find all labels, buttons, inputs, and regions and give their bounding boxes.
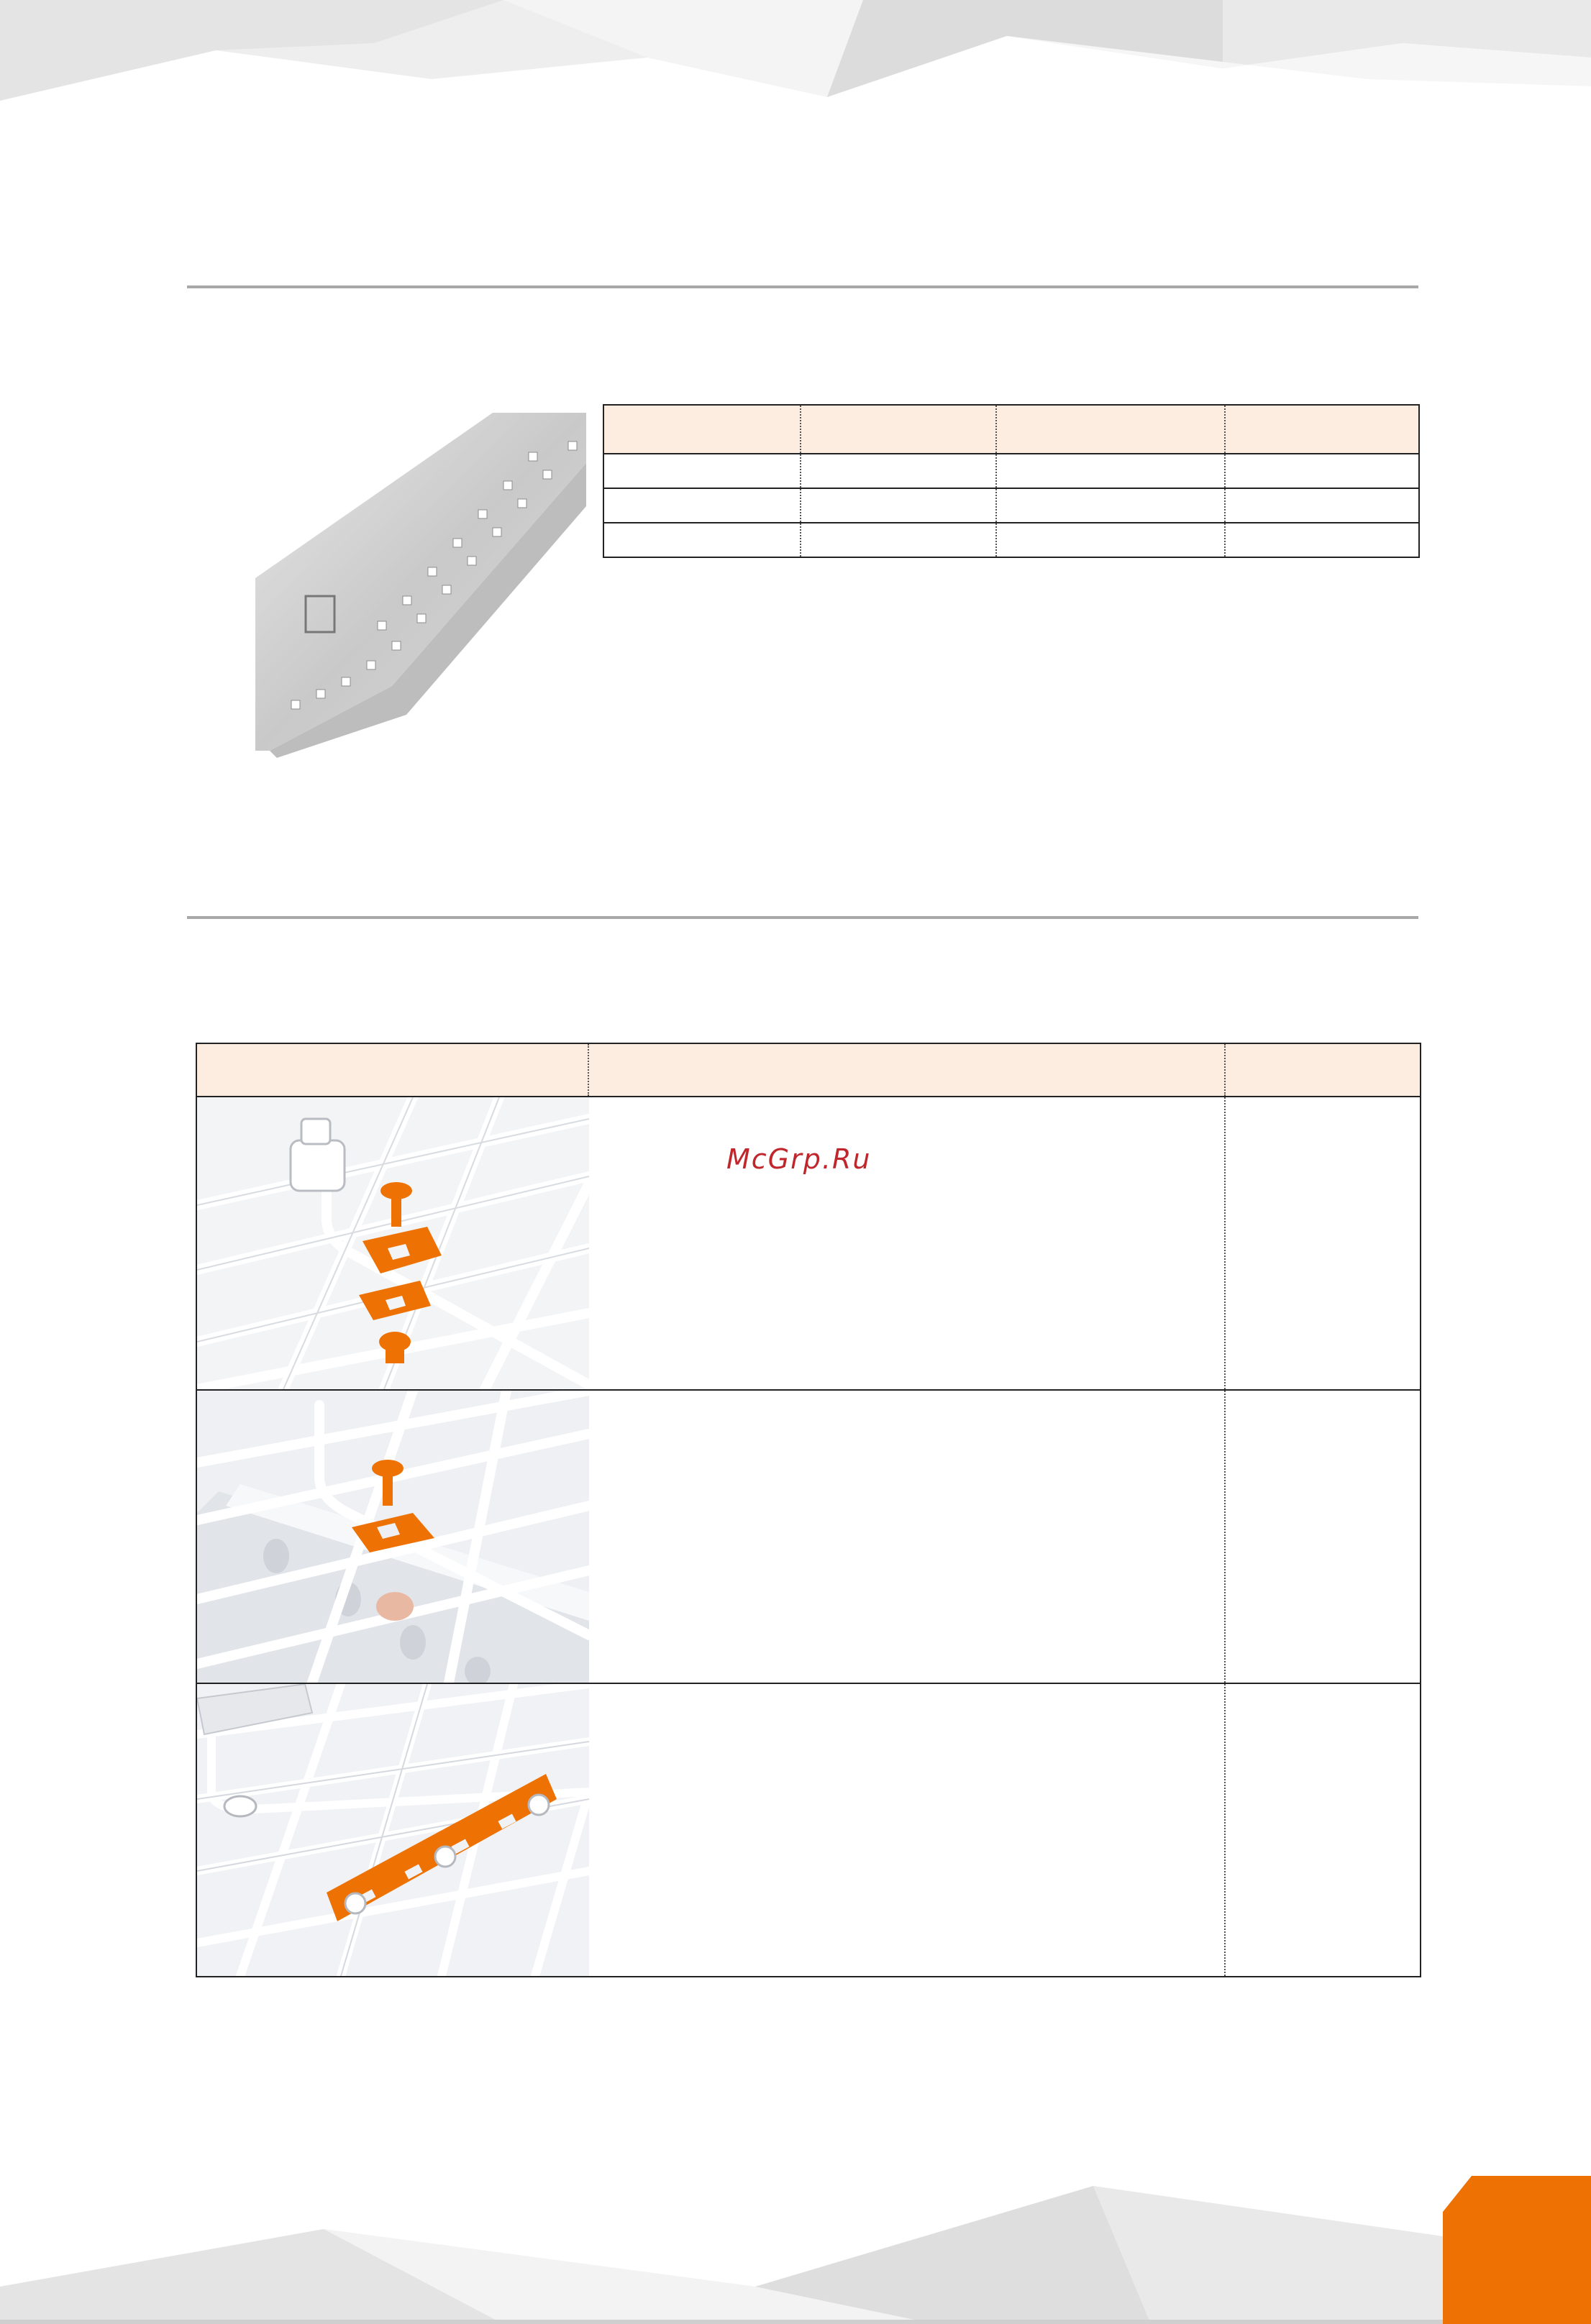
table-row bbox=[196, 1097, 1421, 1390]
table-cell bbox=[1225, 523, 1419, 557]
wire-tray-splice-plate-image bbox=[197, 1684, 589, 1976]
table-cell bbox=[996, 454, 1225, 488]
table-row bbox=[196, 1390, 1421, 1683]
table-header-row bbox=[196, 1043, 1421, 1097]
table-cell bbox=[603, 454, 801, 488]
table-cell bbox=[1225, 488, 1419, 523]
description-cell bbox=[588, 1097, 1225, 1390]
wire-tray-clamp-image bbox=[197, 1097, 589, 1389]
table-header-row bbox=[603, 405, 1419, 454]
table-row bbox=[196, 1683, 1421, 1977]
header-cell bbox=[996, 405, 1225, 454]
wire-tray-support-clamp-image bbox=[197, 1391, 589, 1683]
quantity-cell bbox=[1225, 1683, 1421, 1977]
page-corner-tab bbox=[1443, 2176, 1591, 2324]
header-cell bbox=[801, 405, 996, 454]
quantity-cell bbox=[1225, 1390, 1421, 1683]
accessory-table bbox=[196, 1043, 1421, 1977]
table-cell bbox=[603, 523, 801, 557]
table-cell bbox=[801, 454, 996, 488]
divider-strip-image bbox=[248, 413, 586, 758]
table-cell bbox=[1225, 454, 1419, 488]
description-cell bbox=[588, 1390, 1225, 1683]
header-cell bbox=[196, 1043, 588, 1097]
watermark-text: McGrp.Ru bbox=[726, 1143, 872, 1175]
table-row bbox=[603, 488, 1419, 523]
header-cell bbox=[1225, 1043, 1421, 1097]
table-cell bbox=[801, 488, 996, 523]
table-row bbox=[603, 523, 1419, 557]
image-cell bbox=[196, 1390, 588, 1683]
header-cell bbox=[603, 405, 801, 454]
table-cell bbox=[996, 523, 1225, 557]
top-decor-banner bbox=[0, 0, 1591, 115]
image-cell bbox=[196, 1097, 588, 1390]
table-cell bbox=[801, 523, 996, 557]
section-divider-middle bbox=[187, 916, 1418, 919]
section-divider-top bbox=[187, 285, 1418, 288]
top-spec-table bbox=[603, 404, 1420, 558]
header-cell bbox=[1225, 405, 1419, 454]
bottom-decor-banner bbox=[0, 2179, 1591, 2324]
description-cell bbox=[588, 1683, 1225, 1977]
table-cell bbox=[996, 488, 1225, 523]
header-cell bbox=[588, 1043, 1225, 1097]
quantity-cell bbox=[1225, 1097, 1421, 1390]
table-row bbox=[603, 454, 1419, 488]
table-cell bbox=[603, 488, 801, 523]
image-cell bbox=[196, 1683, 588, 1977]
